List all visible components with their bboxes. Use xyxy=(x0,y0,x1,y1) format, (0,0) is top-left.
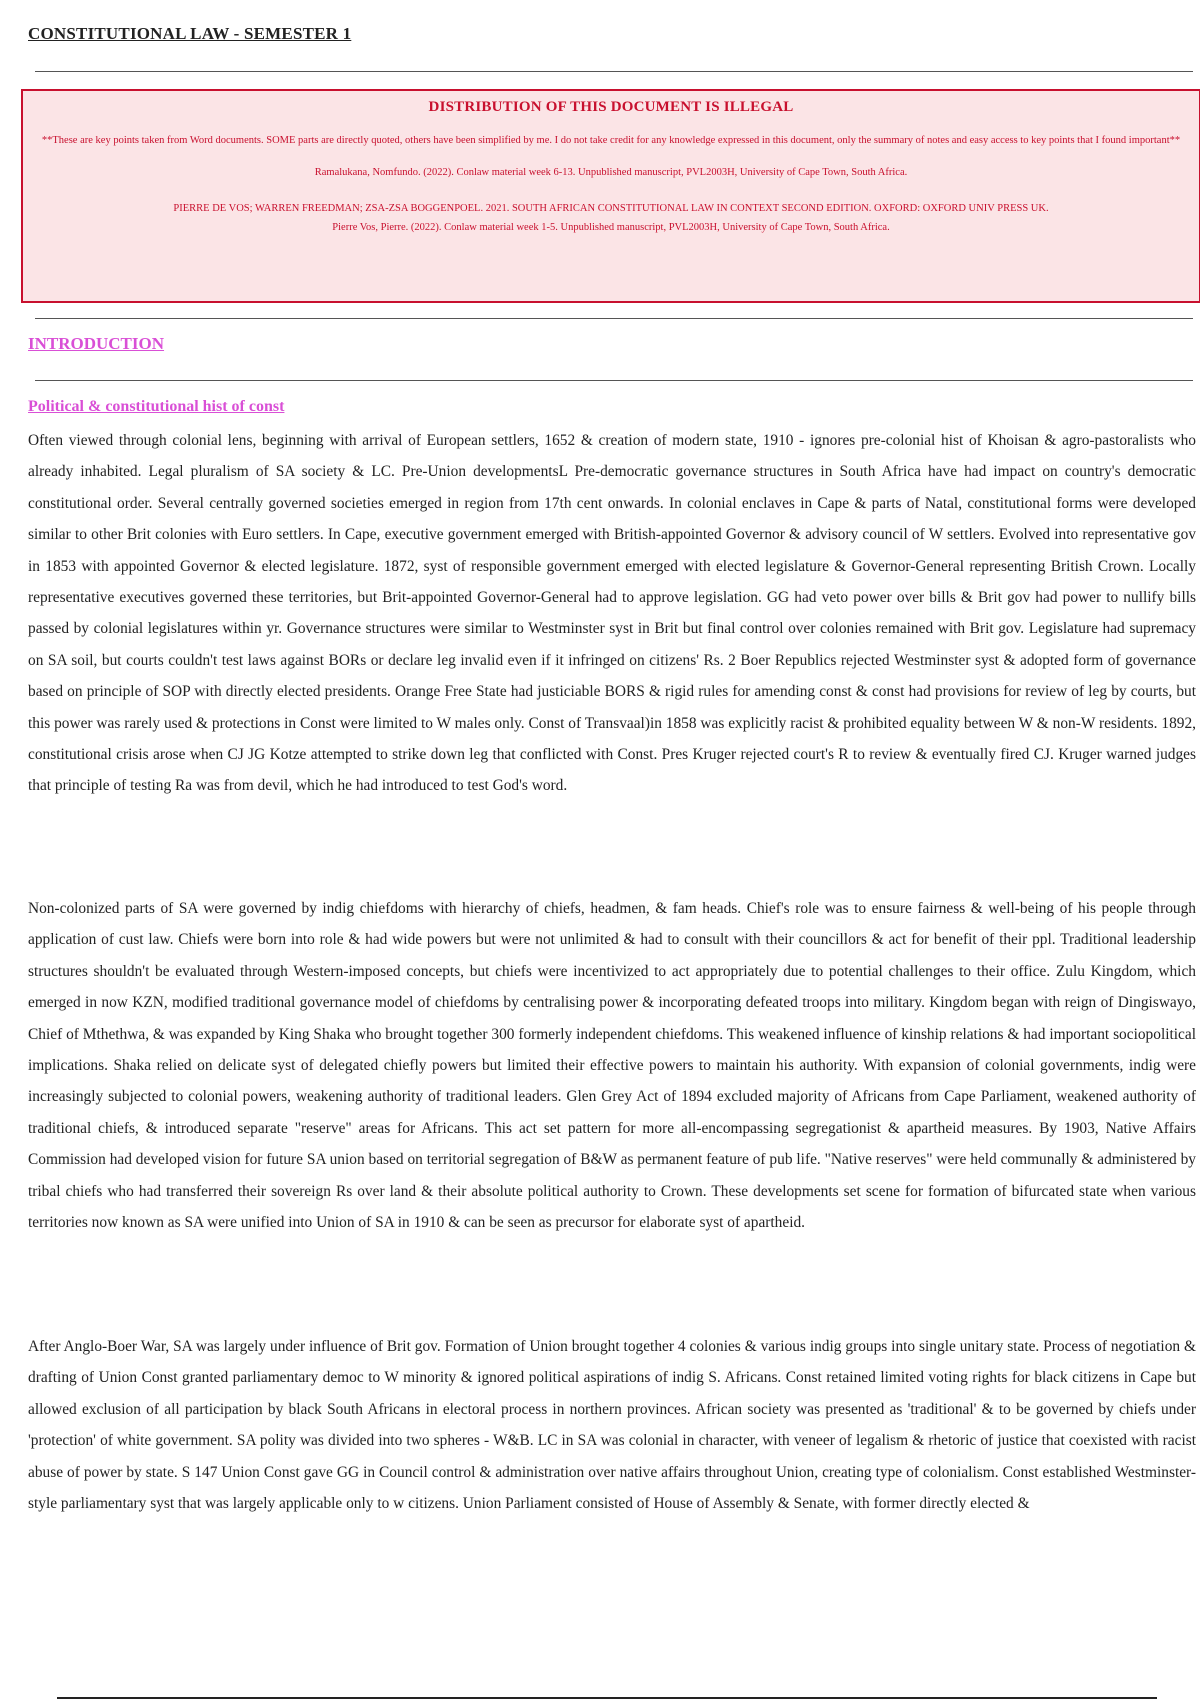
horizontal-rule xyxy=(35,71,1193,72)
notice-disclaimer: **These are key points taken from Word documents. SOME parts are directly quoted, others have been simplified by me. I do not take credit for any knowledge expressed in this document, only the summary of notes and easy access to key points that I found important** xyxy=(41,135,1181,146)
notice-title: DISTRIBUTION OF THIS DOCUMENT IS ILLEGAL xyxy=(428,99,794,115)
subsection-heading: Political & constitutional hist of const xyxy=(28,398,285,415)
notice-reference: PIERRE DE VOS; WARREN FREEDMAN; ZSA-ZSA BOGGENPOEL. 2021. SOUTH AFRICAN CONSTITUTIONAL LAW IN CONTEXT SECOND EDITION. OXFORD: OXFORD UNIV PRESS UK. xyxy=(173,203,1049,214)
horizontal-rule xyxy=(35,318,1193,319)
notice-reference: Ramalukana, Nomfundo. (2022). Conlaw material week 6-13. Unpublished manuscript, PVL2003H, University of Cape Town, South Africa. xyxy=(314,167,908,178)
notice-references xyxy=(23,199,1199,237)
horizontal-rule xyxy=(35,380,1193,381)
body-paragraph: Often viewed through colonial lens, beginning with arrival of European settlers, 1652 & creation of modern state, 1910 - ignores pre-colonial hist of Khoisan & agro-pastoralists who already inhabited. Legal pluralism of SA society & LC. Pre-Union developmentsL Pre-democratic governance structures in South Africa have had impact on country's democratic constitutional order. Several centrally governed societies emerged in region from 17th cent onwards. In colonial enclaves in Cape & parts of Natal, constitutional forms were developed similar to other Brit colonies with Euro settlers. In Cape, executive government emerged with British-appointed Governor & advisory council of W settlers. Evolved into representative gov in 1853 with appointed Governor & elected legislature. 1872, syst of responsible government emerged with elected legislature & Governor-General representing British Crown. Locally representative executives governed these territories, but Brit-appointed Governor-General had to approve legislation. GG had veto power over bills & Brit gov had power to nullify bills passed by colonial legislatures within yr. Governance structures were similar to Westminster syst in Brit but final control over colonies remained with Brit gov. Legislature had supremacy on SA soil, but courts couldn't test laws against BORs or declare leg invalid even if it infringed on citizens' Rs. 2 Boer Republics rejected Westminster syst & adopted form of governance based on principle of SOP with directly elected presidents. Orange Free State had justiciable BORS & rigid rules for amending const & const had provisions for review of leg by courts, but this power was rarely used & protections in Const were limited to W males only. Const of Transvaal)in 1858 was explicitly racist & prohibited equality between W & non-W residents. 1892, constitutional crisis arose when CJ JG Kotze attempted to strike down leg that conflicted with Const. Pres Kruger rejected court's R to review & eventually fired CJ. Kruger warned judges that principle of testing Ra was from devil, which he had introduced to test God's word. xyxy=(28,432,1196,795)
body-paragraph: Non-colonized parts of SA were governed by indig chiefdoms with hierarchy of chiefs, headmen, & fam heads. Chief's role was to ensure fairness & well-being of his people through application of cust law. Chiefs were born into role & had wide powers but were not unlimited & had to consult with their councillors & act for benefit of their ppl. Traditional leadership structures shouldn't be evaluated through Western-imposed concepts, but chiefs were incentivized to act appropriately due to potential challenges to their office. Zulu Kingdom, which emerged in now KZN, modified traditional governance model of chiefdoms by centralising power & incorporating defeated troops into military. Kingdom began with reign of Dingiswayo, Chief of Mthethwa, & was expanded by King Shaka who brought together 300 formerly independent chiefdoms. This weakened influence of kinship relations & had important sociopolitical implications. Shaka relied on delicate syst of delegated chiefly powers but limited their effective powers to maintain his authority. With expansion of colonial governments, indig were increasingly subjected to colonial powers, weakening authority of traditional leaders. Glen Grey Act of 1894 excluded majority of Africans from Cape Parliament, weakened authority of traditional chiefs, & introduced separate "reserve" areas for Africans. This act set pattern for more all-encompassing segregationist & apartheid measures. By 1903, Native Affairs Commission had developed vision for future SA union based on territorial segregation of B&W as permanent feature of pub life. "Native reserves" were held communally & administered by tribal chiefs who had transferred their sovereign Rs over land & their absolute political authority to Crown. These developments set scene for formation of bifurcated state when various territories now known as SA were unified into Union of SA in 1910 & can be seen as precursor for elaborate syst of apartheid. xyxy=(28,900,1196,1232)
section-heading: INTRODUCTION xyxy=(28,334,165,353)
page-footer-rule xyxy=(57,1697,1157,1699)
document-title: CONSTITUTIONAL LAW - SEMESTER 1 xyxy=(28,24,352,43)
distribution-notice-box xyxy=(21,89,1200,303)
body-paragraph: After Anglo-Boer War, SA was largely under influence of Brit gov. Formation of Union brought together 4 colonies & various indig groups into single unitary state. Process of negotiation & drafting of Union Const granted parliamentary democ to W minority & ignored political aspirations of indig S. Africans. Const retained limited voting rights for black citizens in Cape but allowed exclusion of all participation by black South Africans in electoral process in northern provinces. African society was presented as 'traditional' & to be governed by chiefs under 'protection' of white government. SA polity was divided into two spheres - W&B. LC in SA was colonial in character, with veneer of legalism & rhetoric of justice that coexisted with racist abuse of power by state. S 147 Union Const gave GG in Council control & administration over native affairs throughout Union, creating type of colonialism. Const established Westminster-style parliamentary syst that was largely applicable only to w citizens. Union Parliament consisted of House of Assembly & Senate, with former directly elected & xyxy=(28,1338,1196,1513)
notice-reference: Pierre Vos, Pierre. (2022). Conlaw material week 1-5. Unpublished manuscript, PVL2003H, University of Cape Town, South Africa. xyxy=(332,222,890,233)
